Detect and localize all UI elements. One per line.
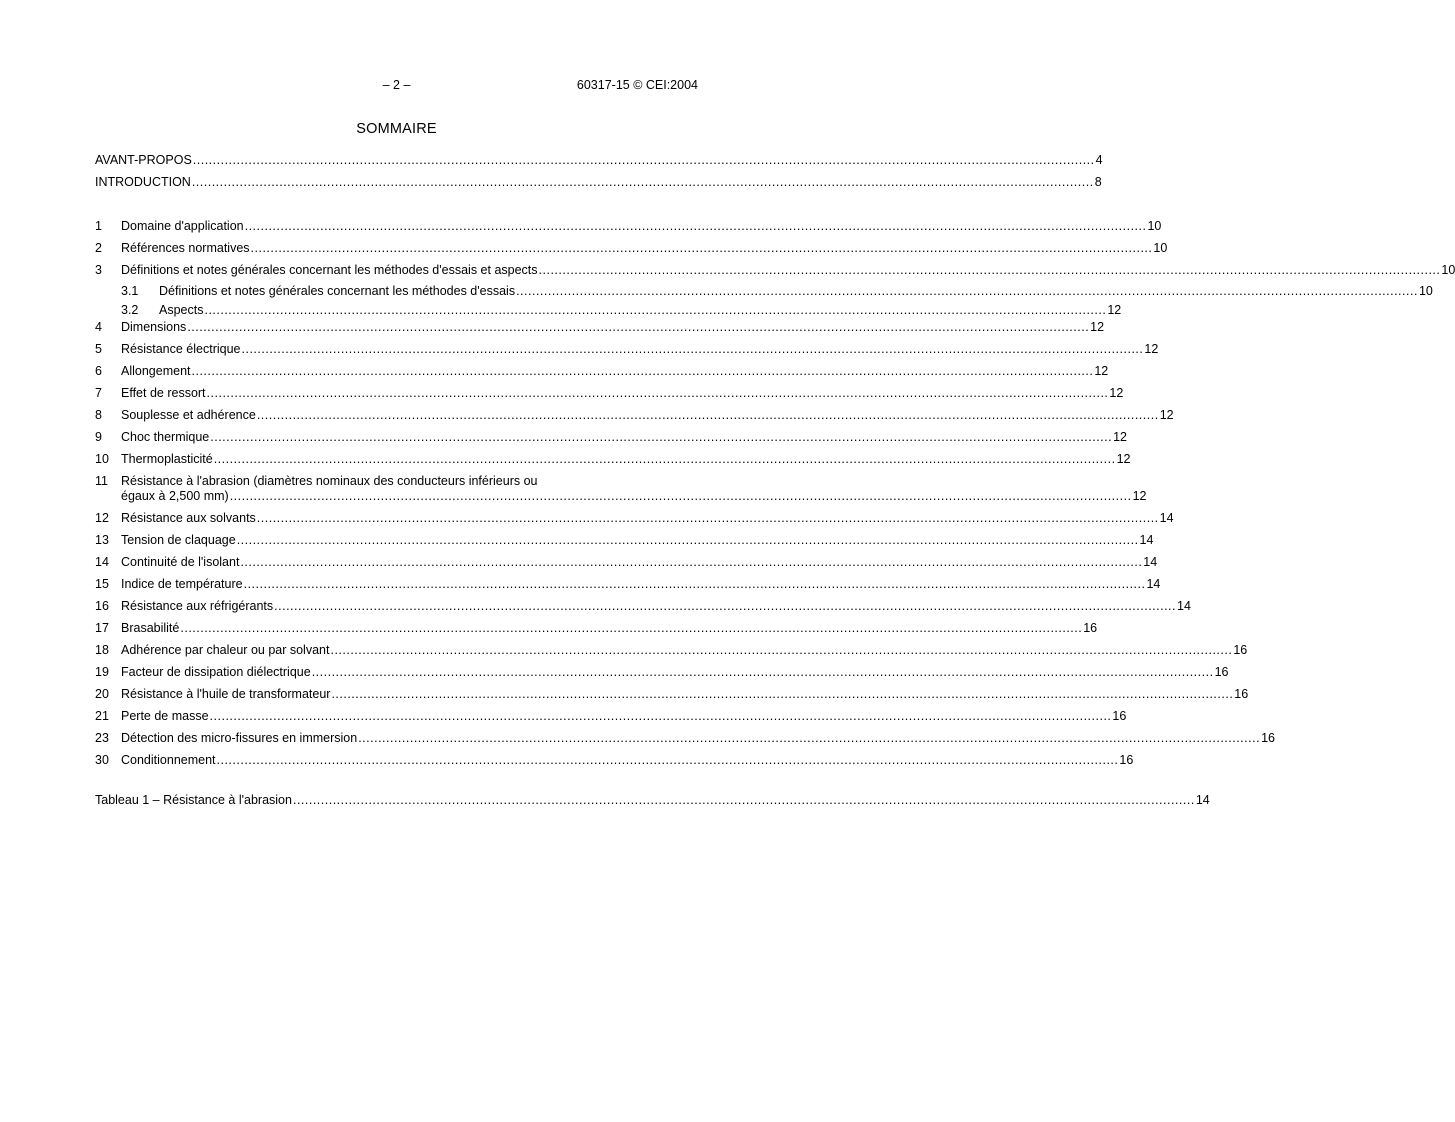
toc-entry[interactable] — [95, 753, 1134, 775]
toc-leader-dots — [240, 555, 1142, 570]
toc-entry-number: 15 — [95, 577, 109, 591]
toc-entry-label: INTRODUCTION — [95, 175, 191, 189]
toc-entry-number: 17 — [95, 621, 109, 635]
toc-entry-number: 9 — [95, 430, 102, 444]
toc-entry[interactable] — [95, 709, 1127, 731]
toc-entry-number: 20 — [95, 687, 109, 701]
toc-entry-label: Références normatives — [121, 241, 250, 255]
toc-entry-label: Aspects — [159, 303, 204, 317]
toc-leader-dots — [331, 687, 1233, 702]
toc-entry-label: Choc thermique — [121, 430, 210, 444]
toc-entry-page: 14 — [1139, 533, 1154, 547]
toc-entry[interactable] — [95, 643, 1248, 665]
toc-entry[interactable] — [95, 408, 1174, 430]
toc-front-matter — [95, 153, 1103, 190]
toc-entry-number: 19 — [95, 665, 109, 679]
toc-main-list — [95, 219, 1455, 775]
toc-entry-page: 16 — [1261, 731, 1275, 745]
toc-entry[interactable] — [95, 474, 1147, 511]
toc-entry-number: 3 — [95, 263, 102, 277]
toc-entry-label: Définitions et notes générales concernant les méthodes d'essais — [159, 284, 516, 298]
page-header-doc-ref: 60317-15 © CEI:2004 — [576, 78, 698, 92]
toc-leader-dots — [257, 511, 1159, 526]
toc-entry[interactable] — [95, 511, 1174, 533]
toc-entry-page: 10 — [1153, 241, 1168, 255]
toc-leader-dots — [204, 303, 1106, 318]
toc-leader-dots — [516, 284, 1418, 299]
toc-entry-page: 16 — [1112, 709, 1127, 723]
toc-entry-label: Résistance aux réfrigérants — [121, 599, 274, 613]
toc-leader-dots — [210, 709, 1112, 724]
toc-entry-number: 3.2 — [121, 303, 139, 317]
toc-entry-label: Continuité de l'isolant — [121, 555, 240, 569]
toc-leader-dots — [180, 621, 1082, 636]
toc-entry-number: 5 — [95, 342, 102, 356]
toc-entry-label: Adhérence par chaleur ou par solvant — [121, 643, 330, 657]
toc-entry-number: 7 — [95, 386, 102, 400]
toc-entry-label: Souplesse et adhérence — [121, 408, 256, 422]
toc-entry-number: 23 — [95, 731, 109, 745]
toc-entry[interactable] — [95, 263, 1455, 284]
toc-entry-page: 16 — [1214, 665, 1229, 679]
toc-entry[interactable] — [95, 731, 1275, 753]
toc-entry-number: 4 — [95, 320, 102, 334]
toc-leader-dots — [244, 577, 1146, 592]
toc-entry[interactable] — [95, 364, 1109, 386]
toc-entry-number: 16 — [95, 599, 109, 613]
toc-entry-number: 11 — [95, 474, 108, 488]
toc-entry-page: 10 — [1441, 263, 1455, 277]
toc-entry[interactable] — [95, 342, 1159, 364]
toc-entry-page: 14 — [1143, 555, 1158, 569]
toc-leader-dots — [192, 364, 1094, 379]
toc-entry-page: 14 — [1177, 599, 1191, 613]
toc-entry-label: Brasabilité — [121, 621, 180, 635]
toc-entry-label: Domaine d'application — [121, 219, 244, 233]
toc-entry-page: 16 — [1119, 753, 1134, 767]
toc-entry-number: 12 — [95, 511, 109, 525]
toc-entry-page: 12 — [1132, 489, 1147, 503]
toc-leader-dots — [210, 430, 1112, 445]
toc-entry-label: Résistance électrique — [121, 342, 241, 356]
toc-entry-label: Dimensions — [121, 320, 187, 334]
toc-entry-page: 4 — [1095, 153, 1103, 167]
toc-leader-dots — [330, 643, 1232, 658]
toc-entry[interactable] — [95, 621, 1098, 643]
toc-entry-number: 13 — [95, 533, 109, 547]
toc-entry-number: 18 — [95, 643, 109, 657]
toc-leader-dots — [217, 753, 1119, 768]
toc-entry-number: 3.1 — [121, 284, 139, 298]
page-header-center: – 2 – — [382, 78, 411, 92]
toc-entry[interactable] — [95, 452, 1131, 474]
toc-entry[interactable] — [95, 430, 1128, 452]
toc-entry-label: Tension de claquage — [121, 533, 236, 547]
toc-entry-page: 14 — [1146, 577, 1161, 591]
toc-subentry[interactable] — [95, 303, 1122, 320]
toc-entry-page: 16 — [1234, 687, 1249, 701]
toc-entry-label: Tableau 1 – Résistance à l'abrasion — [95, 793, 292, 807]
toc-table-list — [95, 793, 1210, 808]
toc-leader-dots — [192, 175, 1094, 190]
toc-entry-page: 16 — [1233, 643, 1248, 657]
toc-entry-page: 12 — [1116, 452, 1131, 466]
toc-entry-page: 8 — [1094, 175, 1102, 189]
toc-entry-number: 8 — [95, 408, 102, 422]
toc-title: SOMMAIRE — [356, 121, 437, 137]
toc-entry[interactable] — [95, 793, 1210, 808]
toc-entry-number: 6 — [95, 364, 102, 378]
toc-entry-label: Thermoplasticité — [121, 452, 213, 466]
toc-entry-number: 30 — [95, 753, 109, 767]
toc-entry-page: 10 — [1418, 284, 1433, 298]
toc-entry-label: Définitions et notes générales concernant les méthodes d'essais et aspects — [121, 263, 538, 277]
toc-entry[interactable] — [95, 665, 1229, 687]
toc-entry-label: AVANT-PROPOS — [95, 153, 192, 167]
toc-entry-page: 12 — [1144, 342, 1159, 356]
toc-entry-label: Effet de ressort — [121, 386, 206, 400]
toc-entry[interactable] — [95, 153, 1103, 168]
toc-entry-page: 12 — [1113, 430, 1128, 444]
toc-entry[interactable] — [95, 175, 1102, 190]
toc-entry[interactable] — [95, 555, 1158, 577]
toc-entry-label: Conditionnement — [121, 753, 216, 767]
toc-leader-dots — [193, 153, 1095, 168]
toc-leader-dots — [207, 386, 1109, 401]
toc-entry-number: 21 — [95, 709, 109, 723]
toc-leader-dots — [230, 489, 1132, 504]
toc-entry[interactable] — [95, 599, 1191, 621]
toc-entry[interactable] — [95, 687, 1249, 709]
toc-leader-dots — [257, 408, 1159, 423]
toc-leader-dots — [312, 665, 1214, 680]
toc-leader-dots — [251, 241, 1153, 256]
toc-entry-number: 14 — [95, 555, 109, 569]
toc-entry[interactable] — [95, 533, 1154, 555]
toc-entry-label: Allongement — [121, 364, 191, 378]
toc-entry[interactable] — [95, 241, 1168, 263]
toc-entry-page: 12 — [1107, 303, 1122, 317]
toc-leader-dots — [274, 599, 1176, 614]
toc-entry-page: 10 — [1147, 219, 1162, 233]
toc-leader-dots — [245, 219, 1147, 234]
toc-entry-number: 1 — [95, 219, 102, 233]
toc-entry-label: Résistance à l'huile de transformateur — [121, 687, 331, 701]
toc-entry-label: Détection des micro-fissures en immersion — [121, 731, 358, 745]
toc-entry[interactable] — [95, 320, 1105, 342]
toc-entry-label: Facteur de dissipation diélectrique — [121, 665, 311, 679]
toc-entry-label: Résistance à l'abrasion (diamètres nominaux des conducteurs inférieurs ou — [121, 474, 538, 488]
toc-leader-dots — [358, 731, 1260, 746]
toc-entry-page: 12 — [1109, 386, 1124, 400]
toc-leader-dots — [242, 342, 1144, 357]
toc-entry-page: 12 — [1159, 408, 1174, 422]
toc-entry[interactable] — [95, 219, 1162, 241]
toc-leader-dots — [539, 263, 1441, 278]
toc-entry-page: 14 — [1159, 511, 1174, 525]
toc-leader-dots — [187, 320, 1089, 335]
toc-leader-dots — [293, 793, 1195, 808]
toc-entry-page: 16 — [1083, 621, 1098, 635]
toc-entry-label-continued: égaux à 2,500 mm) — [121, 489, 229, 503]
toc-entry-page: 12 — [1094, 364, 1109, 378]
toc-entry[interactable] — [95, 386, 1124, 408]
toc-subentry[interactable] — [95, 284, 1433, 303]
toc-entry-page: 12 — [1090, 320, 1105, 334]
toc-entry-label: Indice de température — [121, 577, 243, 591]
toc-entry[interactable] — [95, 577, 1161, 599]
toc-entry-number: 2 — [95, 241, 102, 255]
toc-leader-dots — [237, 533, 1139, 548]
toc-leader-dots — [214, 452, 1116, 467]
toc-entry-label: Résistance aux solvants — [121, 511, 256, 525]
toc-entry-page: 14 — [1195, 793, 1210, 807]
toc-entry-number: 10 — [95, 452, 109, 466]
toc-entry-label: Perte de masse — [121, 709, 209, 723]
